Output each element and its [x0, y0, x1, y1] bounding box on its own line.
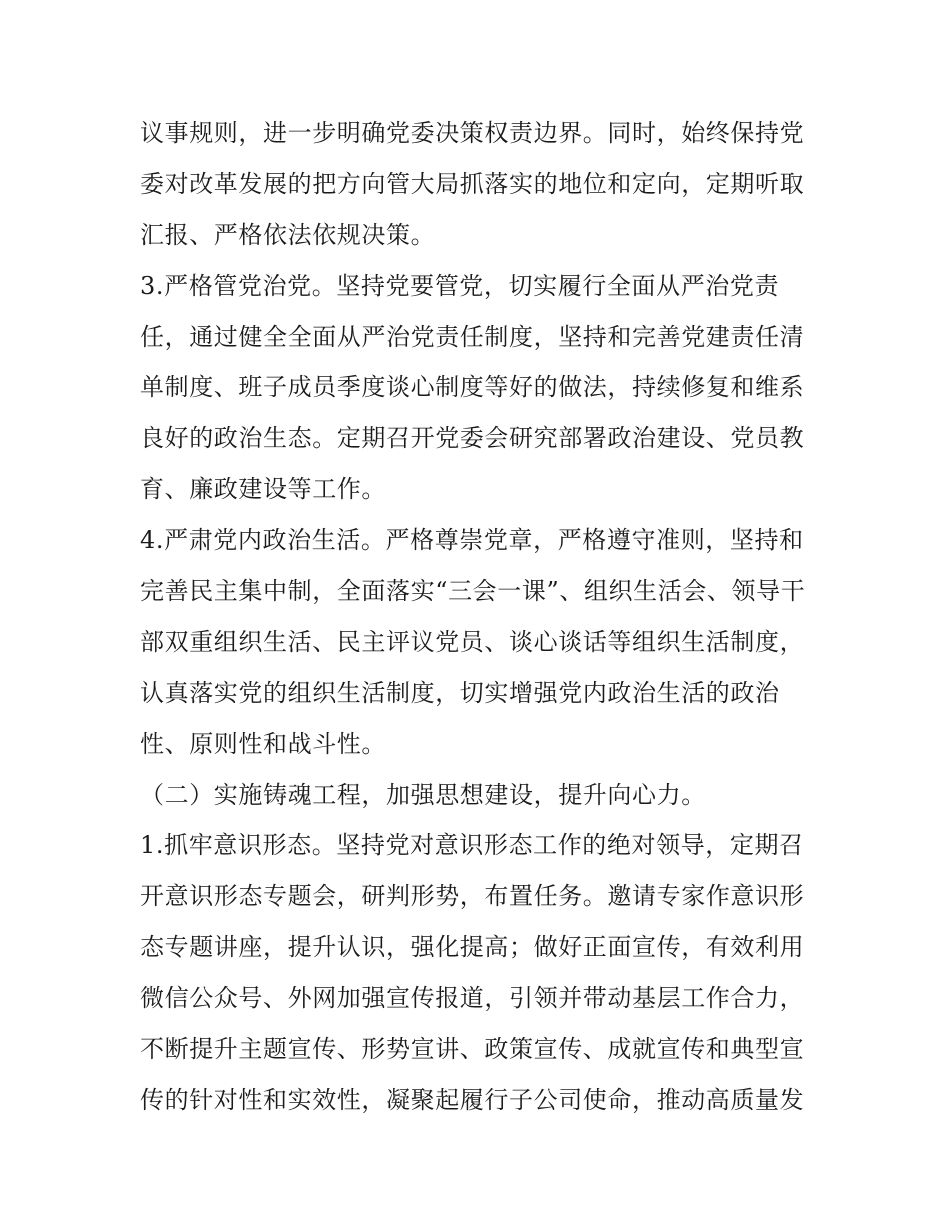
text-line: 良好的政治生态。定期召开党委会研究部署政治建设、党员教 — [140, 424, 805, 453]
text-line: 任，通过健全全面从严治党责任制度，坚持和完善党建责任清 — [140, 322, 805, 351]
text-line: 性、原则性和战斗性。 — [140, 729, 386, 758]
text-line: 认真落实党的组织生活制度，切实增强党内政治生活的政治 — [140, 678, 780, 707]
text-line: 微信公众号、外网加强宣传报道，引领并带动基层工作合力， — [140, 984, 805, 1013]
text-line: 议事规则，进一步明确党委决策权责边界。同时，始终保持党 — [140, 119, 805, 147]
section-heading-4: 4.严肃党内政治生活。严格尊崇党章，严格遵守准则，坚持和 — [140, 526, 804, 555]
document-body — [140, 108, 820, 1126]
section-heading-3: 3.严格管党治党。坚持党要管党，切实履行全面从严治党责 — [140, 271, 780, 300]
section-heading-part-2: （二）实施铸魂工程，加强思想建设，提升向心力。 — [140, 780, 706, 809]
text-line: 部双重组织生活、民主评议党员、谈心谈话等组织生活制度， — [140, 627, 805, 656]
text-line: 传的针对性和实效性，凝聚起履行子公司使命，推动高质量发 — [140, 1085, 805, 1114]
text-line: 单制度、班子成员季度谈心制度等好的做法，持续修复和维系 — [140, 373, 805, 402]
text-line: 育、廉政建设等工作。 — [140, 475, 386, 504]
text-line: 不断提升主题宣传、形势宣讲、政策宣传、成就宣传和典型宣 — [140, 1035, 805, 1064]
text-line: 态专题讲座，提升认识，强化提高；做好正面宣传，有效利用 — [140, 933, 805, 962]
text-line: 开意识形态专题会，研判形势，布置任务。邀请专家作意识形 — [140, 882, 805, 911]
text-line: 汇报、严格依法依规决策。 — [140, 220, 436, 249]
text-line: 完善民主集中制，全面落实“三会一课”、组织生活会、领导干 — [140, 577, 806, 606]
section-heading-1: 1.抓牢意识形态。坚持党对意识形态工作的绝对领导，定期召 — [140, 831, 804, 860]
text-line: 委对改革发展的把方向管大局抓落实的地位和定向，定期听取 — [140, 169, 805, 198]
